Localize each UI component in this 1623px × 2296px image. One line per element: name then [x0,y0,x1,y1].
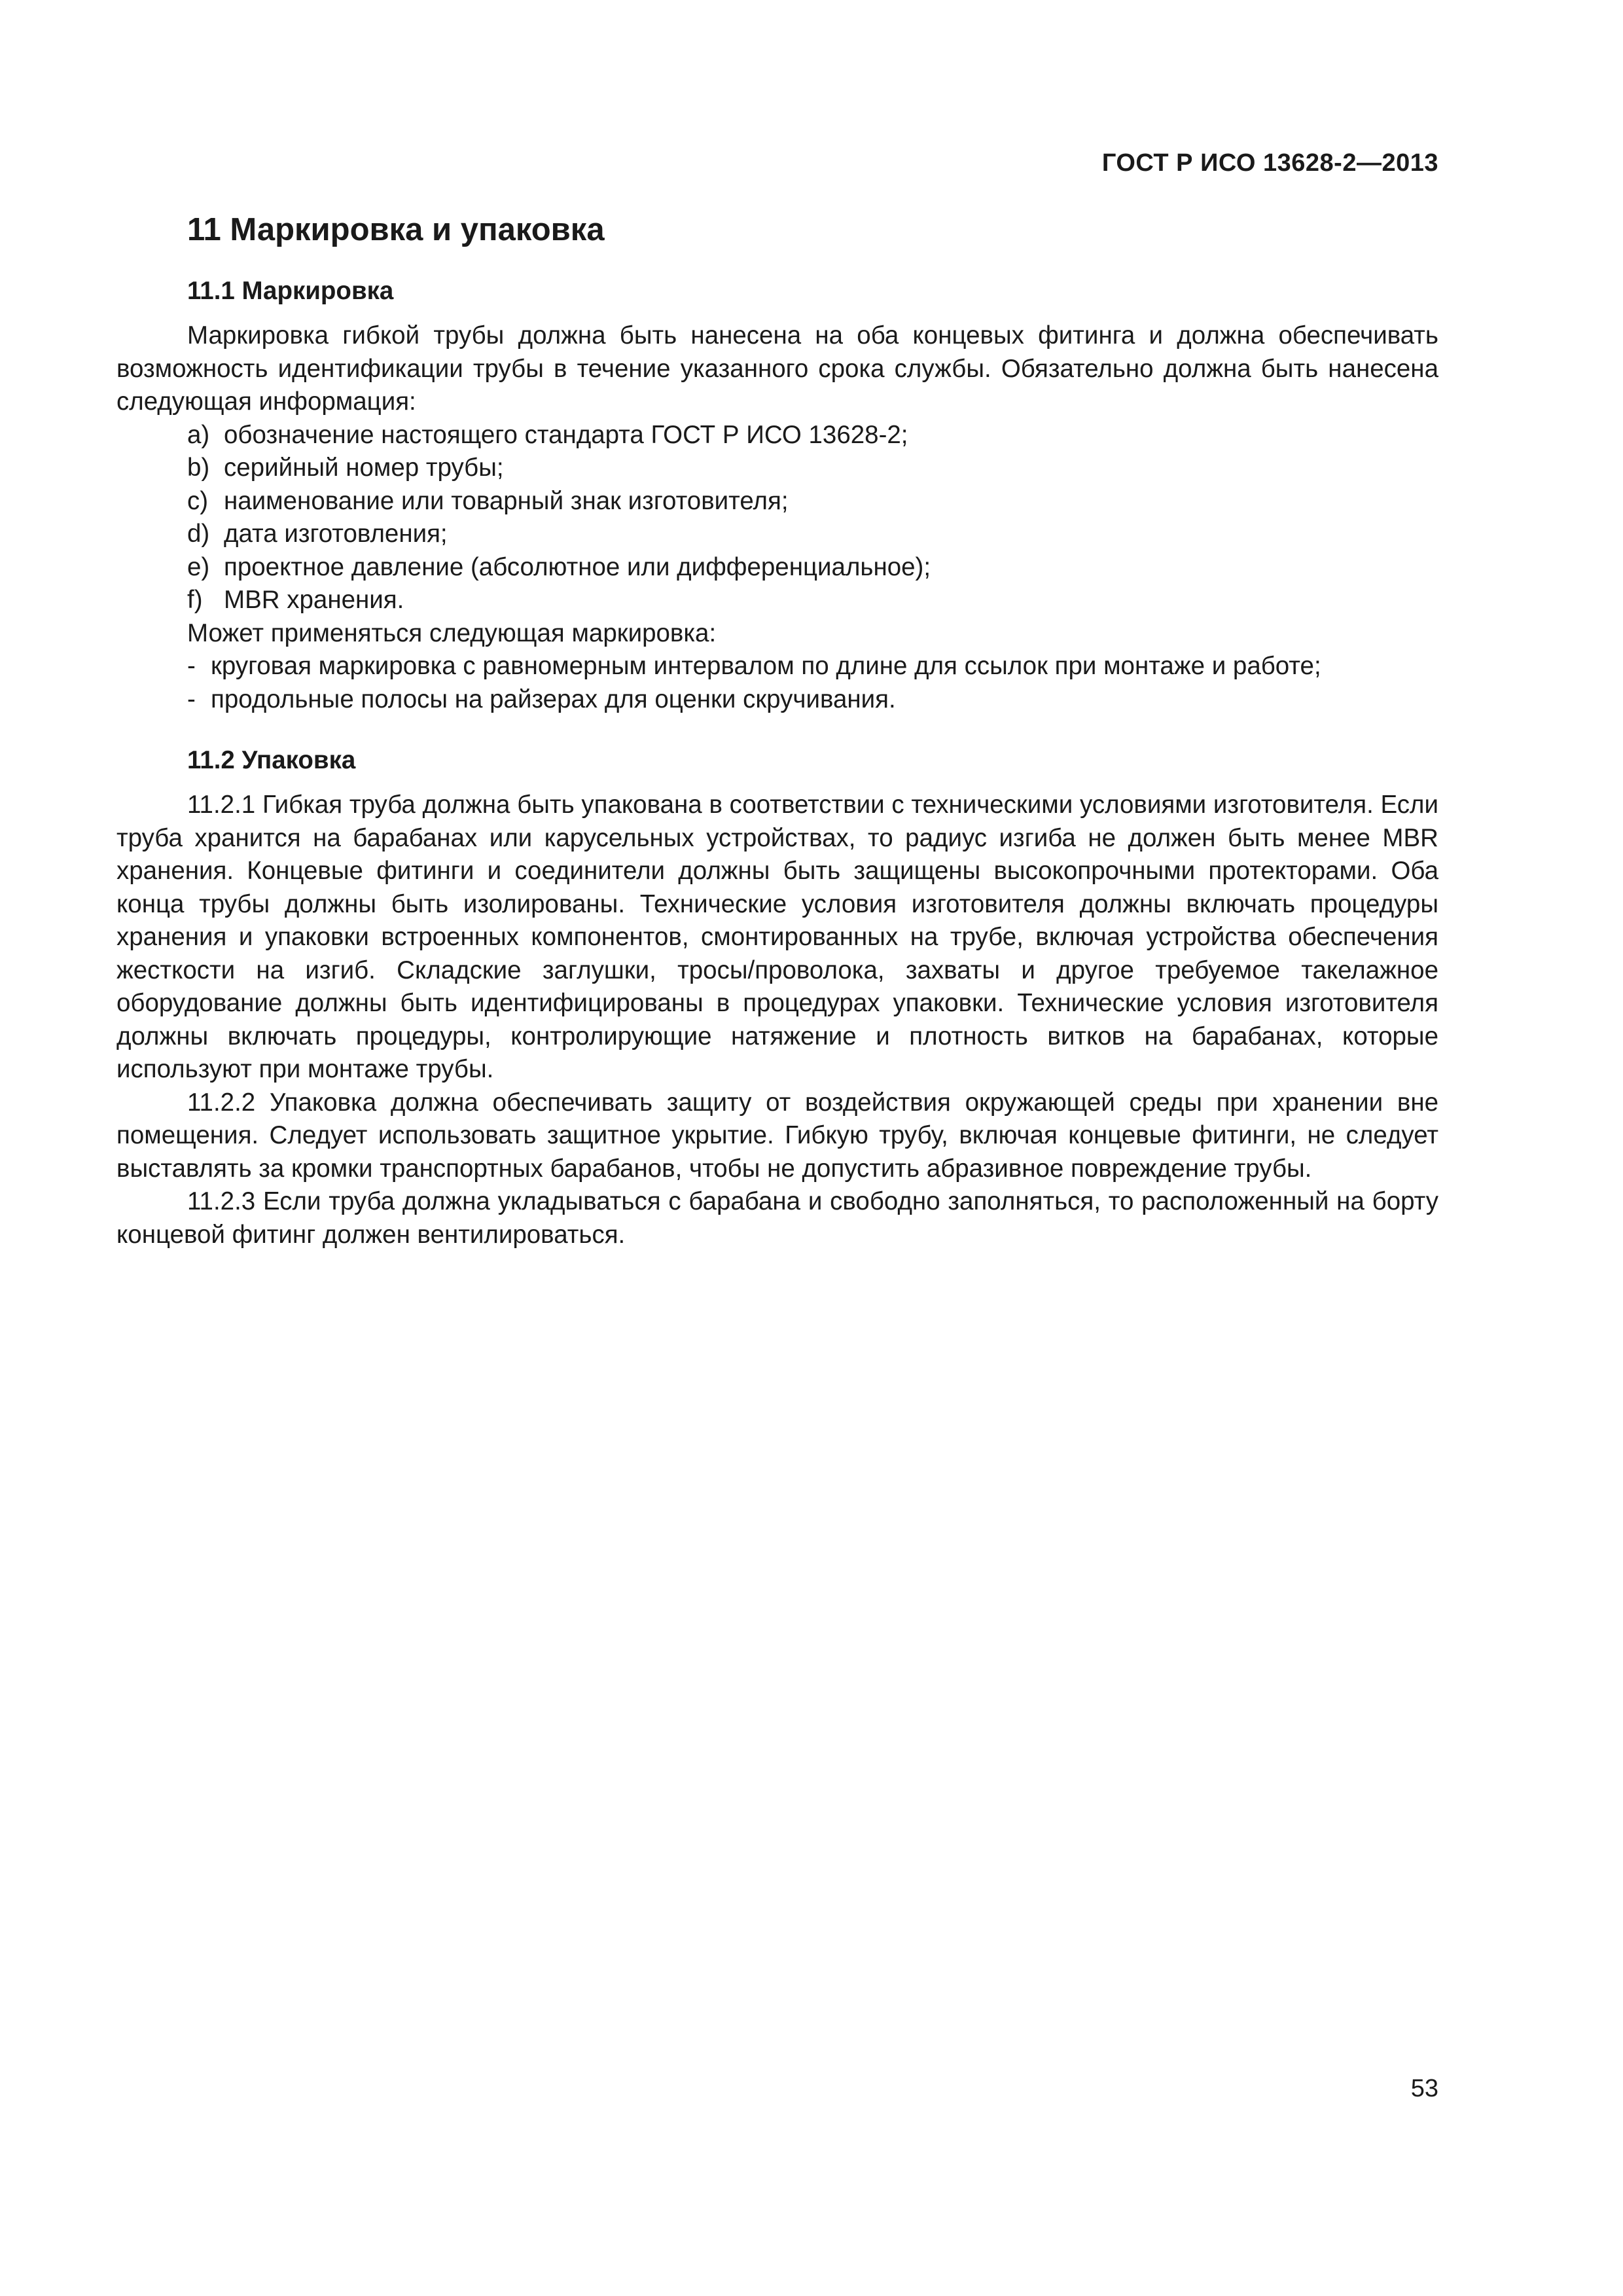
list-item [116,551,1438,584]
list-marker: e) [187,552,210,581]
marking-intro-paragraph: Маркировка гибкой трубы должна быть нанесена на оба концевых фитинга и должна обеспечивать возможность идентификации трубы в течение указанного срока службы. Обязательно должна быть нанесена следующая информация: [116,321,1438,416]
section-heading: 11 Маркировка и упаковка [187,212,605,247]
marking-required-list [116,419,1438,617]
list-item [116,683,1438,717]
packaging-paragraph: 11.2.1 Гибкая труба должна быть упакована в соответствии с техническими условиями изготовителя. Если труба хранится на барабанах или карусельных устройствах, то радиус изгиба не должен быть менее MBR хранения. Концевые фитинги и соединители должны быть защищены высокопрочными протекторами. Оба конца трубы должны быть изолированы. Технические условия изготовителя должны включать процедуры хранения и упаковки встроенных компонентов, смонтированных на трубе, включая устройства обеспечения жесткости на изгиб. Складские заглушки, тросы/проволока, захваты и другое требуемое такелажное оборудование должны быть идентифицированы в процедурах упаковки. Технические условия изготовителя должны включать процедуры, контролирующие натяжение и плотность витков на барабанах, которые используют при монтаже трубы. [116,791,1438,1083]
list-marker: a) [187,420,210,449]
list-marker: - [187,652,196,680]
list-item-text: проектное давление (абсолютное или дифференциальное); [224,552,931,581]
page-content [116,208,1438,1251]
marking-optional-list [116,650,1438,716]
list-item [116,518,1438,551]
list-item-text: продольные полосы на райзерах для оценки скручивания. [211,685,896,713]
list-marker: c) [187,486,209,515]
list-item-text: серийный номер трубы; [224,454,504,482]
list-item [116,485,1438,518]
list-marker: f) [187,586,203,614]
list-marker: d) [187,520,210,548]
subsection-heading-marking: 11.1 Маркировка [187,277,394,305]
list-item [116,650,1438,683]
list-marker: b) [187,454,210,482]
list-marker: - [187,685,196,713]
list-item [116,452,1438,485]
list-item [116,419,1438,452]
list-item [116,584,1438,617]
list-item-text: MBR хранения. [224,586,404,614]
packaging-paragraph: 11.2.3 Если труба должна укладываться с барабана и свободно заполняться, то расположенный на борту концевой фитинг должен вентилироваться. [116,1187,1438,1249]
list-item-text: обозначение настоящего стандарта ГОСТ Р ИСО 13628-2; [224,420,908,449]
list-item-text: наименование или товарный знак изготовителя; [224,486,789,515]
list-item-text: круговая маркировка с равномерным интервалом по длине для ссылок при монтаже и работе; [211,652,1321,680]
packaging-paragraph: 11.2.2 Упаковка должна обеспечивать защиту от воздействия окружающей среды при хранении вне помещения. Следует использовать защитное укрытие. Гибкую трубу, включая концевые фитинги, не следует выставлять за кромки транспортных барабанов, чтобы не допустить абразивное повреждение трубы. [116,1088,1438,1183]
optional-marking-intro: Может применяться следующая маркировка: [187,619,717,647]
document-code-header: ГОСТ Р ИСО 13628-2—2013 [1101,149,1438,177]
page-number: 53 [1410,2075,1438,2102]
list-item-text: дата изготовления; [224,520,448,548]
subsection-heading-packaging: 11.2 Упаковка [187,746,356,774]
